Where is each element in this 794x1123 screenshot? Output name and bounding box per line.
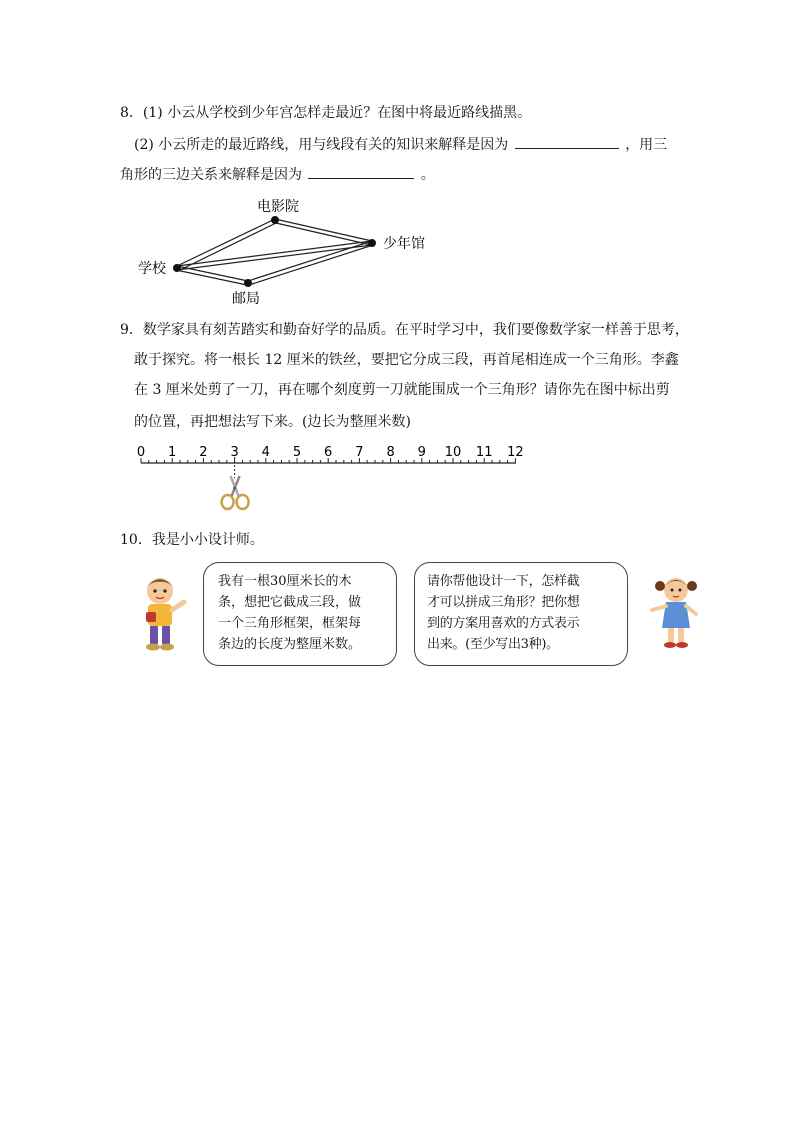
q8-part2-text-c: 角形的三边关系来解释是因为 [120,167,302,183]
girl-bubble-line-1: 请你帮他设计一下，怎样截 [427,574,580,589]
route-school-palace-top[interactable] [177,241,372,266]
q9-line3: 在 3 厘米处剪了一刀，再在哪个刻度剪一刀就能围成一个三角形？请你先在图中标出剪 [134,382,670,398]
girl-bubble-line-4: 出来。(至少写出3种)。 [427,637,559,652]
boy-bubble-line-1: 我有一根30厘米长的木 [218,574,352,589]
boy-bubble-line-3: 一个三角形框架，框架每 [218,616,362,631]
youth-palace-label: 少年馆 [383,236,425,252]
cinema-point [271,216,279,224]
ruler-label: 12 [507,445,524,460]
q9-line2: 敢于探究。将一根长 12 厘米的铁丝，要把它分成三段，再首尾相连成一个三角形。李鑫 [134,352,679,368]
ruler-label: 1 [168,445,177,460]
route-school-post-bottom[interactable] [176,270,247,285]
ruler-label: 9 [417,445,426,460]
q8-part2-text-d: 。 [420,167,435,183]
q8-part1: 8．(1) 小云从学校到少年宫怎样走最近？在图中将最近路线描黑。 [120,105,532,121]
ruler-label: 3 [230,445,239,460]
q9-ruler[interactable] [120,438,540,518]
girl-character [646,574,706,654]
q9-line1: 9．数学家具有刻苦踏实和勤奋好学的品质。在平时学习中，我们要像数学家一样善于思考， [120,322,689,338]
ruler-label: 0 [136,445,146,460]
girl-bubble-line-2: 才可以拼成三角形？把你想 [427,595,580,610]
cinema-label: 电影院 [257,199,299,215]
ruler-label: 2 [199,445,208,460]
ruler-label: 11 [475,445,493,460]
boy-bubble-line-4: 条边的长度为整厘米数。 [218,637,362,652]
boy-speech-bubble [203,562,397,666]
ruler-label: 5 [292,445,302,460]
q9-line4: 的位置，再把想法写下来。(边长为整厘米数) [134,414,411,430]
q8-part2-text-b: ，用三 [625,137,668,153]
youth-palace-point [368,239,376,247]
route-post-palace-bottom[interactable] [249,245,373,285]
q10-title: 10．我是小小设计师。 [120,532,264,548]
school-label: 学校 [138,261,166,277]
scissors-icon [222,476,249,509]
q8-part2-text-a: (2) 小云所走的最近路线，用与线段有关的知识来解释是因为 [134,137,509,153]
boy-character [136,574,188,654]
route-school-post-top[interactable] [177,266,248,281]
school-point [173,264,181,272]
route-cinema-palace-bottom[interactable] [276,223,371,245]
route-post-palace-top[interactable] [248,241,372,281]
post-office-label: 邮局 [232,291,260,307]
route-cinema-palace-top[interactable] [275,219,372,241]
ruler-label: 7 [355,445,364,460]
boy-bubble-line-2: 条，想把它截成三段，做 [218,595,362,610]
girl-bubble-line-3: 到的方案用喜欢的方式表示 [427,616,580,631]
girl-speech-bubble [414,562,628,666]
ruler-label: 4 [261,445,270,460]
ruler-label: 10 [444,445,462,460]
q8-route-map [0,0,794,320]
post-office-point [244,279,252,287]
ruler-label: 6 [324,445,333,460]
ruler-label: 8 [386,445,395,460]
